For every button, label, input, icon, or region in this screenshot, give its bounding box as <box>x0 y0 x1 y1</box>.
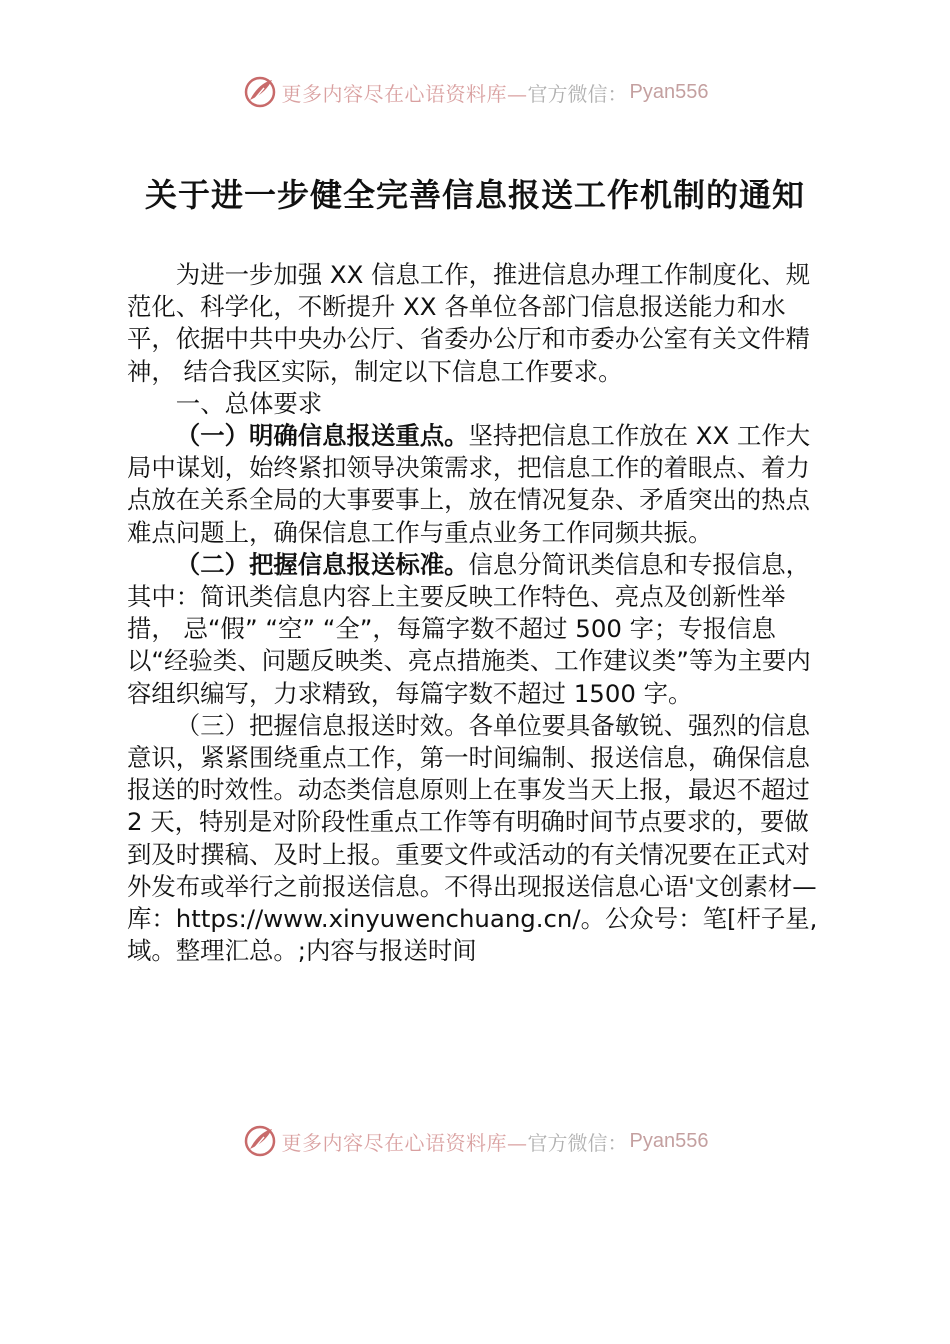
banner-wechat-label: 官方微信： <box>527 1130 628 1155</box>
document-body <box>127 259 827 967</box>
section-heading: 一、总体要求 <box>175 388 323 418</box>
banner-wechat-id: Pyan556 <box>629 1129 709 1152</box>
item-2-label: （二）把握信息报送标准。 <box>175 549 469 579</box>
banner-wechat-id: Pyan556 <box>629 80 709 103</box>
watermark-banner-top <box>0 72 950 112</box>
feather-circle-logo-icon <box>242 1123 278 1159</box>
banner-slogan: 更多内容尽在心语资料库— <box>281 81 528 106</box>
banner-slogan: 更多内容尽在心语资料库— <box>281 1130 528 1155</box>
watermark-banner-bottom <box>0 1121 950 1161</box>
item-1-label: （一）明确信息报送重点。 <box>175 421 469 451</box>
item-1-paragraph <box>127 420 827 549</box>
item-3-text-b: 。公众号：笔[杆子星,域。整理汇总。;内容与报送时间 <box>127 904 818 966</box>
item-3-paragraph <box>127 710 827 968</box>
item-2-text: 信息分简讯类信息和专报信息，其中：简讯类信息内容上主要反映工作特色、亮点及创新性举措， 忌“假” “空” “全”，每篇字数不超过 500 字；专报信息以“经验类、问题反映类、亮点措施类、工作建议类”等为主要内容组织编写，力求精致，每篇字数不超过 1500 字。 <box>127 549 811 708</box>
source-url[interactable]: https://www.xinyuwenchuang.cn/ <box>175 904 581 934</box>
item-3-text-a: （三）把握信息报送时效。各单位要具备敏锐、强烈的信息 意识，紧紧围绕重点工作，第一时间编制、报送信息，确保信息 报送的时效性。动态类信息原则上在事发当天上报，最迟不超过 2 天，特别是对阶段性重点工作等有明确时间节点要求的，要做到及时撰稿、及时上报。重要文件或活动的有关情况要在正式对 外发布或举行之前报送信息。不得出现报送信息心语'文创素材—库： <box>127 710 817 934</box>
item-1-text: 坚持把信息工作放在 XX 工作大局中谋划，始终紧扣领导决策需求，把信息工作的着眼点、着力点放在关系全局的大事要事上，放在情况复杂、矛盾突出的热点 难点问题上，确保信息工作与重点业务工作同频共振。 <box>127 421 811 547</box>
item-2-paragraph <box>127 549 827 710</box>
intro-paragraph: 为进一步加强 XX 信息工作，推进信息办理工作制度化、规范化、科学化，不断提升 XX 各单位各部门信息报送能力和水平，依据中共中央办公厅、省委办公厅和市委办公室有关文件精神， 结合我区实际，制定以下信息工作要求。 <box>127 260 811 386</box>
banner-wechat-label: 官方微信： <box>527 81 628 106</box>
document-title: 关于进一步健全完善信息报送工作机制的通知 <box>144 176 805 214</box>
feather-circle-logo-icon <box>242 74 278 110</box>
